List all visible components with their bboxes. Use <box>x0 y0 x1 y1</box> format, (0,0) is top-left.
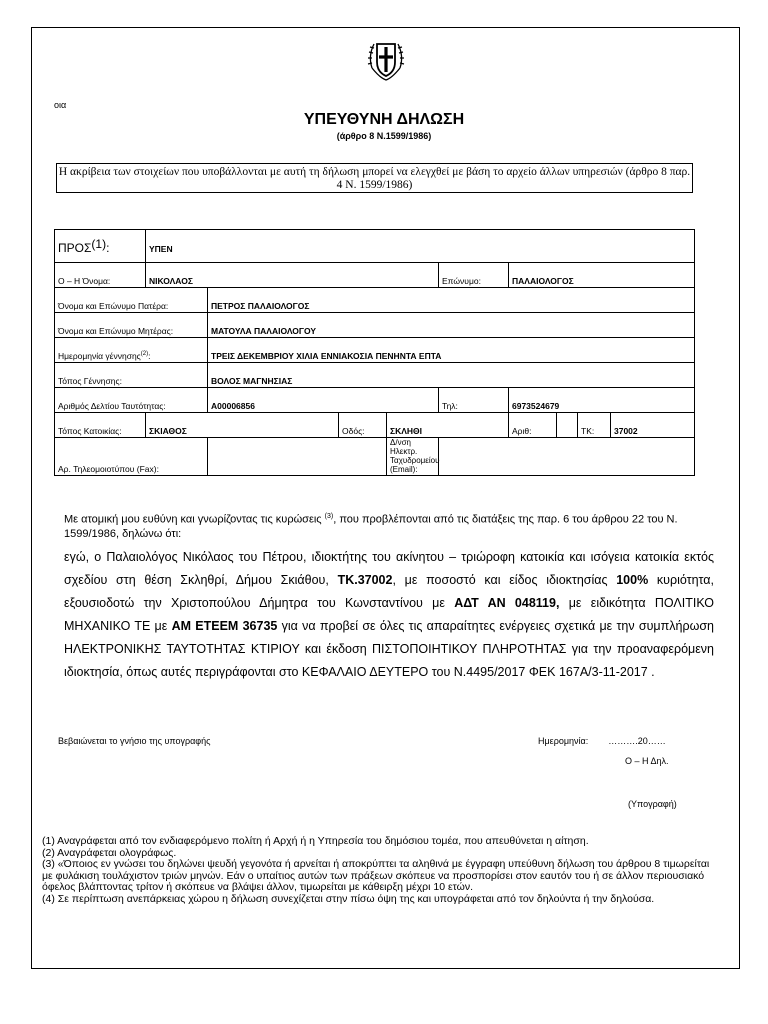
residence-row <box>55 413 695 438</box>
postal-code-label: ΤΚ: <box>578 413 611 438</box>
father-name-label: Όνομα και Επώνυμο Πατέρα: <box>55 288 208 313</box>
residence-value[interactable]: ΣΚΙΑΘΟΣ <box>146 413 339 438</box>
birthplace-label: Τόπος Γέννησης: <box>55 363 208 388</box>
recipient-label: ΠΡΟΣ$^{(1)}$: <box>55 230 146 263</box>
signature-authenticity-text: Βεβαιώνεται το γνήσιο της υπογραφής <box>58 736 211 746</box>
email-value[interactable] <box>439 438 695 476</box>
surname-label: Επώνυμο: <box>439 263 509 288</box>
mother-row <box>55 313 695 338</box>
declaration-intro: Με ατομική μου ευθύνη και γνωρίζοντας τις κυρώσεις $^{(3)}$, που προβλέπονται από τις διατάξεις της παρ. 6 του άρθρου 22 του Ν. 1599/1986, δηλώνω ότι: <box>64 513 678 540</box>
fax-value[interactable] <box>208 438 387 476</box>
declarant-label: Ο – Η Δηλ. <box>625 756 669 766</box>
recipient-value[interactable]: ΥΠΕΝ <box>146 230 695 263</box>
phone-value[interactable]: 6973524679 <box>509 388 695 413</box>
fax-label: Αρ. Τηλεομοιοτύπου (Fax): <box>55 438 208 476</box>
footnotes <box>42 836 722 905</box>
signature-label: (Υπογραφή) <box>628 799 677 809</box>
id-card-value[interactable]: Α00006856 <box>208 388 439 413</box>
mother-name-label: Όνομα και Επώνυμο Μητέρας: <box>55 313 208 338</box>
id-row <box>55 388 695 413</box>
street-label: Οδός: <box>339 413 387 438</box>
personal-details-table <box>54 229 695 476</box>
id-card-label: Αριθμός Δελτίου Ταυτότητας: <box>55 388 208 413</box>
date-label: Ημερομηνία: <box>538 736 589 746</box>
reference-label: οια <box>54 100 67 110</box>
first-name-label: Ο – Η Όνομα: <box>55 263 146 288</box>
first-name-value[interactable]: ΝΙΚΟΛΑΟΣ <box>146 263 439 288</box>
date-value[interactable]: ……….20…… <box>608 736 666 746</box>
birthplace-value[interactable]: ΒΟΛΟΣ ΜΑΓΝΗΣΙΑΣ <box>208 363 695 388</box>
father-row <box>55 288 695 313</box>
birthdate-label: Ημερομηνία γέννησης$^{(2)}$: <box>55 338 208 363</box>
recipient-row <box>55 230 695 263</box>
greek-coat-of-arms-icon <box>366 38 406 84</box>
mother-name-value[interactable]: ΜΑΤΟΥΛΑ ΠΑΛΑΙΟΛΟΓΟΥ <box>208 313 695 338</box>
email-label: Δ/νση Ηλεκτρ. Ταχυδρομείου (Email): <box>387 438 439 476</box>
contact-row <box>55 438 695 476</box>
phone-label: Τηλ: <box>439 388 509 413</box>
birthplace-row <box>55 363 695 388</box>
name-row <box>55 263 695 288</box>
street-number-label: Αριθ: <box>509 413 557 438</box>
accuracy-notice: Η ακρίβεια των στοιχείων που υποβάλλονται με αυτή τη δήλωση μπορεί να ελεγχθεί με βάση το αρχείο άλλων υπηρεσιών (άρθρο 8 παρ. 4 Ν. 1599/1986) <box>56 163 693 193</box>
postal-code-value[interactable]: 37002 <box>611 413 695 438</box>
birthdate-row <box>55 338 695 363</box>
footnote-3: (3) «Όποιος εν γνώσει του δηλώνει ψευδή γεγονότα ή αρνείται ή αποκρύπτει τα αληθινά με έγγραφη υπεύθυνη δήλωση του άρθρου 8 τιμωρείται με φυλάκιση τουλάχιστον τριών μηνών. Εάν ο υπαίτιος αυτών των πράξεων σκόπευε να προσπορίσει στον εαυτόν του ή σε άλλον περιουσιακό όφελος βλάπτοντας τρίτον ή σκόπευε να βλάψει άλλον, τιμωρείται με κάθειρξη μέχρι 10 ετών. <box>42 858 710 893</box>
document-subtitle: (άρθρο 8 Ν.1599/1986) <box>336 131 432 141</box>
footnote-4: (4) Σε περίπτωση ανεπάρκειας χώρου η δήλωση συνεχίζεται στην πίσω όψη της και υπογράφεται από τον δηλούντα ή την δηλούσα. <box>42 892 655 905</box>
surname-value[interactable]: ΠΑΛΑΙΟΛΟΓΟΣ <box>509 263 695 288</box>
declaration-text: εγώ, ο Παλαιολόγος Νικόλαος του Πέτρου, ιδιοκτήτης του ακίνητου – τριώροφη κατοικία και ισόγεια κατοικία εκτός σχεδίου στη θέση Σκληθρί, Δήμου Σκιάθου, ΤΚ.37002, με ποσοστό και είδος ιδιοκτησίας 100% κυριότητα, εξουσιοδοτώ την Χριστοπούλου Δήμητρα του Κωνσταντίνου με ΑΔΤ ΑΝ 048119, με ειδικότητα ΠΟΛΙΤΙΚΟ ΜΗΧΑΝΙΚΟ ΤΕ με ΑΜ ΕΤΕΕΜ 36735 για να προβεί σε όλες τις απαραίτητες ενέργειες σχετικά με την συμπλήρωση ΗΛΕΚΤΡΟΝΙΚΗΣ ΤΑΥΤΟΤΗΤΑΣ ΚΤΙΡΙΟΥ και έκδοση ΠΙΣΤΟΠΟΙΗΤΙΚΟΥ ΠΛΗΡΟΤΗΤΑΣ για την προαναφερόμενη ιδιοκτησία, όπως αυτές περιγράφονται στο ΚΕΦΑΛΑΙΟ ΔΕΥΤΕΡΟ του Ν.4495/2017 ΦΕΚ 167Α/3-11-2017 . <box>64 550 714 679</box>
footnote-2: (2) Αναγράφεται ολογράφως. <box>42 846 177 859</box>
street-number-value[interactable] <box>557 413 578 438</box>
street-value[interactable]: ΣΚΛΗΘΙ <box>387 413 509 438</box>
footnote-1: (1) Αναγράφεται από τον ενδιαφερόμενο πολίτη ή Αρχή ή η Υπηρεσία του δημόσιου τομέα, που απευθύνεται η αίτηση. <box>42 835 589 847</box>
document-title: ΥΠΕΥΘΥΝΗ ΔΗΛΩΣΗ <box>303 111 465 128</box>
date-line <box>538 736 666 746</box>
father-name-value[interactable]: ΠΕΤΡΟΣ ΠΑΛΑΙΟΛΟΓΟΣ <box>208 288 695 313</box>
residence-label: Τόπος Κατοικίας: <box>55 413 146 438</box>
birthdate-value[interactable]: ΤΡΕΙΣ ΔΕΚΕΜΒΡΙΟΥ ΧΙΛΙΑ ΕΝΝΙΑΚΟΣΙΑ ΠΕΝΗΝΤΑ ΕΠΤΑ <box>208 338 695 363</box>
